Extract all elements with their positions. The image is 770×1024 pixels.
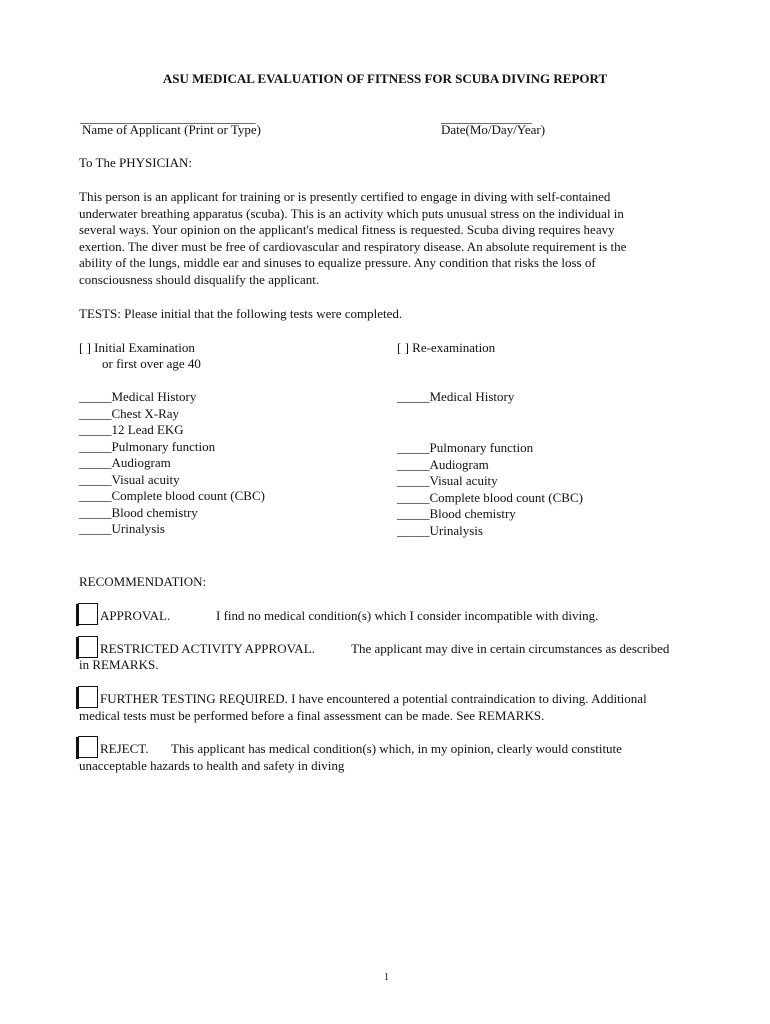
recommendation-heading: RECOMMENDATION: [79, 574, 207, 589]
salutation: To The PHYSICIAN: [79, 155, 192, 170]
date-label: Date(Mo/Day/Year) [441, 122, 546, 137]
restricted-text: The applicant may dive in certain circumstances as described [351, 641, 670, 656]
initial-exam-subtitle: or first over age 40 [102, 356, 201, 371]
test-item-blood-chemistry[interactable]: _____Blood chemistry [79, 504, 198, 520]
approval-label: APPROVAL. [100, 608, 171, 623]
reject-text-cont: unacceptable hazards to health and safety in diving [79, 758, 345, 773]
test-item-cbc[interactable]: _____Complete blood count (CBC) [79, 488, 265, 503]
reject-text: This applicant has medical condition(s) which, in my opinion, clearly would constitute [171, 741, 622, 756]
test-item-pulmonary[interactable]: _____Pulmonary function [79, 438, 216, 454]
restricted-label: RESTRICTED ACTIVITY APPROVAL. [100, 641, 315, 656]
intro-line: This person is an applicant for training or is presently certified to engage in diving with self-contained [79, 189, 611, 204]
reexam-item-audiogram[interactable]: _____Audiogram [397, 456, 489, 472]
test-item-audiogram[interactable]: _____Audiogram [79, 455, 171, 470]
restricted-checkbox[interactable] [78, 636, 98, 658]
reexam-item-blood-chemistry[interactable]: _____Blood chemistry [397, 506, 516, 521]
approval-checkbox[interactable] [78, 603, 98, 625]
intro-line: several ways. Your opinion on the applicant's medical fitness is requested. Scuba diving requires heavy [79, 222, 615, 237]
further-testing-checkbox[interactable] [78, 686, 98, 708]
initial-exam-checkbox-label[interactable]: [ ] Initial Examination [79, 340, 195, 355]
reexam-tests-list [397, 440, 583, 539]
reexam-item-cbc[interactable]: _____Complete blood count (CBC) [397, 489, 583, 505]
intro-line: ability of the lungs, middle ear and sinuses to equalize pressure. Any condition that risks the loss of [79, 255, 596, 270]
reexam-item-pulmonary[interactable]: _____Pulmonary function [397, 440, 534, 455]
test-item-medical-history[interactable]: _____Medical History [79, 389, 197, 404]
test-item-urinalysis[interactable]: _____Urinalysis [79, 521, 165, 536]
reexam-item-visual-acuity[interactable]: _____Visual acuity [397, 473, 498, 488]
test-item-ekg[interactable]: _____12 Lead EKG [79, 422, 184, 437]
reexam-item-urinalysis[interactable]: _____Urinalysis [397, 522, 483, 538]
reexam-checkbox-label[interactable]: [ ] Re-examination [397, 340, 496, 355]
intro-line: consciousness should disqualify the applicant. [79, 271, 320, 287]
test-item-chest-xray[interactable]: _____Chest X-Ray [79, 405, 180, 421]
test-item-visual-acuity[interactable]: _____Visual acuity [79, 471, 180, 487]
further-testing-text: FURTHER TESTING REQUIRED. I have encountered a potential contraindication to diving. Additional [100, 691, 647, 706]
intro-paragraph [79, 189, 699, 288]
page-number: 1 [384, 972, 389, 983]
applicant-name-line[interactable]: ___________________________ [80, 110, 256, 125]
further-testing-text-cont: medical tests must be performed before a final assessment can be made. See REMARKS. [79, 708, 545, 723]
approval-text: I find no medical condition(s) which I consider incompatible with diving. [216, 608, 599, 623]
date-line[interactable]: ______________ [441, 110, 532, 125]
applicant-name-label: Name of Applicant (Print or Type) [82, 122, 262, 137]
intro-line: underwater breathing apparatus (scuba). This is an activity which puts unusual stress on the individual in [79, 205, 624, 221]
tests-heading: TESTS: Please initial that the following tests were completed. [79, 306, 403, 321]
reexam-item-medical-history[interactable]: _____Medical History [397, 389, 515, 404]
form-title: ASU MEDICAL EVALUATION OF FITNESS FOR SCUBA DIVING REPORT [162, 71, 608, 86]
reject-checkbox[interactable] [78, 736, 98, 758]
initial-tests-list [79, 389, 265, 538]
restricted-text-cont: in REMARKS. [79, 657, 159, 672]
intro-line: exertion. The diver must be free of cardiovascular and respiratory disease. An absolute requirement is the [79, 238, 627, 254]
reject-label: REJECT. [100, 741, 149, 756]
